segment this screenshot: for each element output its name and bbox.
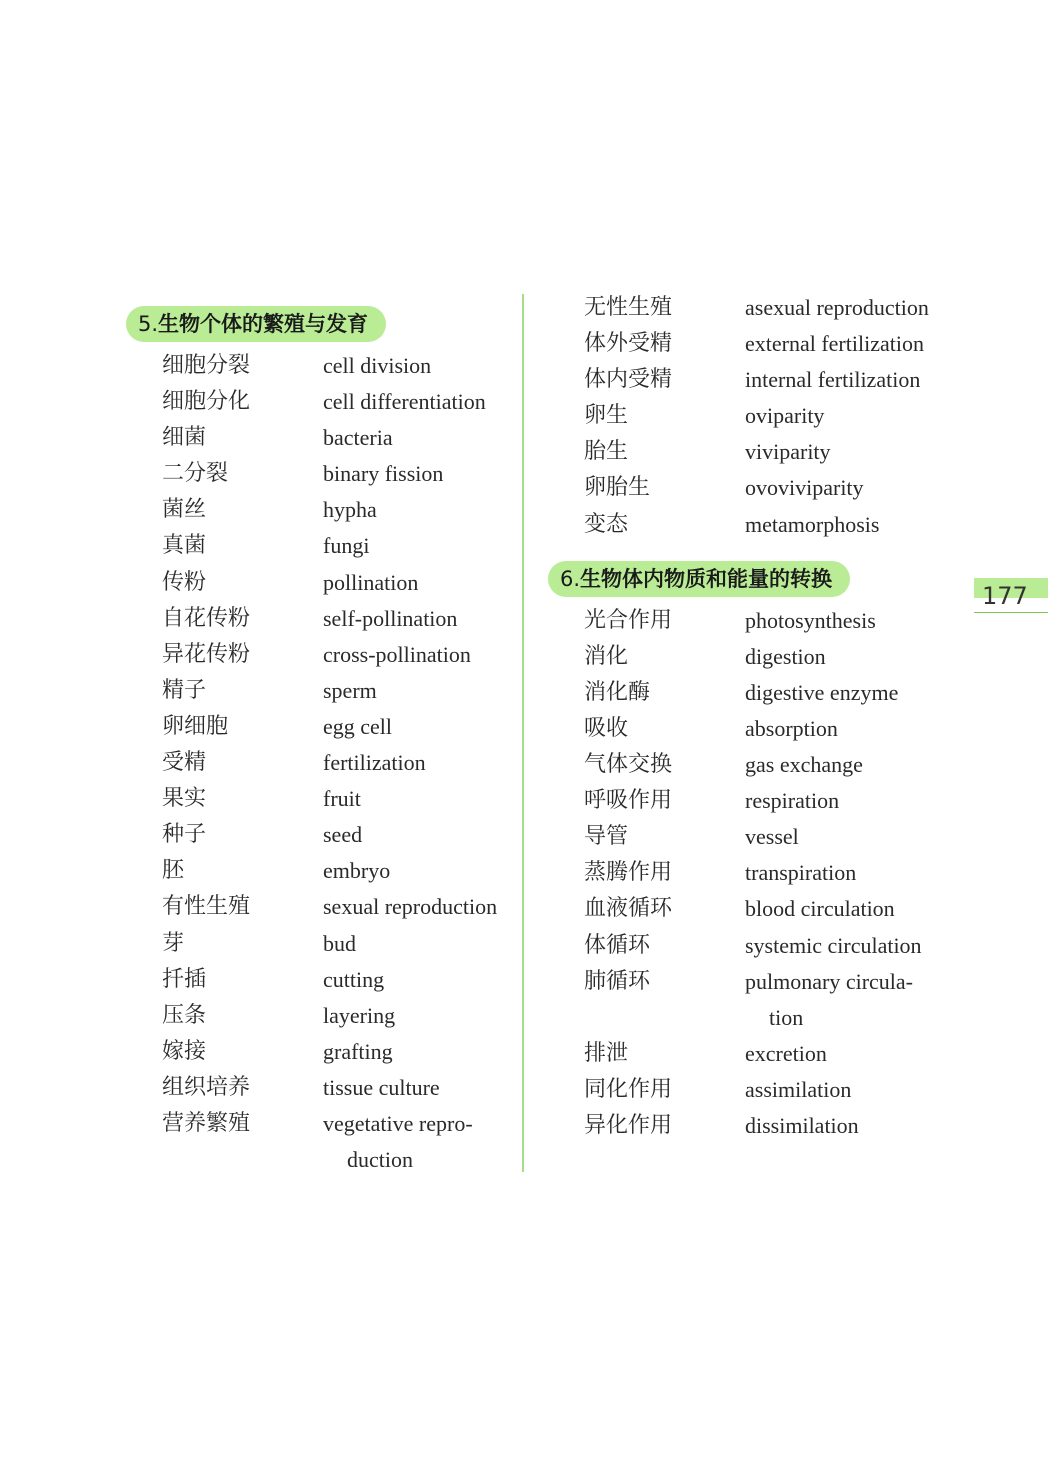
term-chinese: 无性生殖	[584, 295, 673, 320]
term-english	[745, 891, 895, 927]
term-english	[745, 326, 924, 362]
term-english-text: gas exchange	[745, 752, 863, 778]
term-english	[323, 456, 443, 492]
glossary-entry	[548, 290, 948, 326]
term-english-text: absorption	[745, 715, 838, 741]
glossary-entry	[548, 783, 948, 819]
glossary-entry	[126, 673, 518, 709]
term-english	[745, 362, 920, 398]
term-english	[745, 603, 876, 639]
glossary-entry	[126, 456, 518, 492]
term-english-text: grafting	[323, 1038, 393, 1064]
left-column	[126, 306, 518, 1178]
term-english-text: binary fission	[323, 461, 444, 487]
glossary-entry	[548, 1072, 948, 1108]
term-english	[745, 398, 824, 434]
term-chinese: 传粉	[162, 569, 207, 595]
section-6-entry-list	[548, 603, 948, 1144]
glossary-entry	[126, 1070, 518, 1106]
term-english-text: cutting	[323, 966, 385, 992]
term-chinese: 细胞分裂	[162, 353, 251, 378]
term-english-continuation: duction	[347, 1146, 413, 1172]
term-chinese: 异花传粉	[162, 641, 251, 667]
term-chinese: 精子	[162, 677, 207, 703]
term-chinese: 导管	[584, 824, 629, 850]
term-chinese: 体循环	[584, 932, 651, 958]
right-column	[548, 290, 948, 1144]
term-english	[745, 470, 864, 506]
term-chinese: 自花传粉	[162, 605, 251, 631]
glossary-entry	[126, 998, 518, 1034]
term-chinese: 异化作用	[584, 1112, 673, 1138]
glossary-entry	[548, 819, 948, 855]
term-english-text: vessel	[745, 824, 799, 850]
glossary-entry	[548, 928, 948, 964]
term-chinese: 芽	[162, 930, 185, 956]
term-chinese: 胎生	[584, 439, 629, 465]
term-english	[323, 492, 377, 528]
term-english	[323, 420, 393, 456]
glossary-entry	[548, 639, 948, 675]
term-chinese: 同化作用	[584, 1076, 673, 1102]
glossary-entry	[126, 1106, 518, 1178]
glossary-entry	[126, 926, 518, 962]
term-english-text: digestion	[745, 643, 826, 669]
term-english-text: hypha	[323, 497, 377, 523]
term-chinese: 组织培养	[162, 1074, 251, 1100]
term-english-text: cell division	[323, 353, 432, 378]
glossary-entry	[548, 470, 948, 506]
term-english-text: fertilization	[323, 750, 426, 776]
glossary-entry	[126, 348, 518, 384]
glossary-entry	[126, 565, 518, 601]
term-english	[323, 528, 369, 564]
term-english	[323, 998, 395, 1034]
glossary-entry	[126, 492, 518, 528]
term-english	[323, 1034, 393, 1070]
term-english-text: tissue culture	[323, 1074, 440, 1100]
term-english-text: bacteria	[323, 425, 393, 451]
term-english	[745, 747, 863, 783]
glossary-entry	[126, 853, 518, 889]
term-chinese: 吸收	[584, 715, 629, 741]
glossary-entry	[126, 962, 518, 998]
term-english-text: dissimilation	[745, 1112, 859, 1138]
term-chinese: 种子	[162, 822, 207, 848]
glossary-entry	[126, 709, 518, 745]
section-5-heading	[126, 306, 386, 342]
term-chinese: 胚	[162, 858, 185, 884]
term-english	[323, 745, 426, 781]
term-english	[745, 1108, 859, 1144]
glossary-entry	[126, 528, 518, 564]
term-english-text: ovoviviparity	[745, 475, 864, 501]
glossary-entry	[126, 745, 518, 781]
term-chinese: 蒸腾作用	[584, 860, 673, 886]
term-english	[323, 637, 471, 673]
term-chinese: 消化	[584, 643, 629, 669]
term-chinese: 细菌	[162, 425, 207, 451]
term-chinese: 呼吸作用	[584, 788, 673, 814]
term-english	[745, 819, 799, 855]
term-chinese: 卵生	[584, 403, 629, 429]
section-6-number: 6.	[560, 566, 581, 591]
term-english-text: seed	[323, 822, 363, 848]
column-divider	[522, 294, 524, 1172]
term-chinese: 肺循环	[584, 968, 651, 994]
term-chinese: 血液循环	[584, 896, 673, 922]
term-english	[745, 783, 839, 819]
glossary-entry	[548, 603, 948, 639]
glossary-entry	[548, 434, 948, 470]
term-english	[745, 928, 922, 964]
glossary-entry	[126, 781, 518, 817]
term-english-text: photosynthesis	[745, 607, 876, 633]
term-english-text: embryo	[323, 858, 391, 884]
glossary-entry	[548, 891, 948, 927]
term-english	[323, 926, 356, 962]
term-english-text: assimilation	[745, 1076, 852, 1102]
term-english	[745, 1072, 851, 1108]
term-english	[745, 290, 929, 326]
term-english-text: sperm	[323, 677, 377, 703]
glossary-entry	[548, 747, 948, 783]
glossary-entry	[126, 601, 518, 637]
section-6-heading	[548, 561, 850, 597]
term-chinese: 体内受精	[584, 367, 673, 393]
term-english-text: oviparity	[745, 403, 825, 429]
term-english	[323, 1106, 473, 1178]
term-english	[323, 384, 486, 420]
glossary-entry	[548, 362, 948, 398]
term-chinese: 真菌	[162, 533, 207, 559]
term-english-text: blood circulation	[745, 896, 895, 922]
term-english-text: metamorphosis	[745, 511, 880, 537]
term-english-text: pollination	[323, 569, 419, 595]
term-english-text: fungi	[323, 533, 370, 559]
term-english-text: bud	[323, 930, 356, 956]
section-5-title: 生物个体的繁殖与发育	[158, 312, 369, 336]
term-chinese: 菌丝	[162, 497, 207, 523]
term-english	[745, 855, 856, 891]
term-chinese: 排泄	[584, 1040, 629, 1066]
term-chinese: 细胞分化	[162, 389, 251, 415]
term-chinese: 扦插	[162, 966, 207, 992]
term-english-text: internal fertilization	[745, 367, 921, 393]
section-5-number: 5.	[138, 312, 159, 336]
term-chinese: 嫁接	[162, 1038, 207, 1064]
term-chinese: 营养繁殖	[162, 1110, 251, 1136]
term-english-text: sexual reproduction	[323, 894, 498, 920]
term-english-text: excretion	[745, 1040, 827, 1066]
term-english	[323, 853, 390, 889]
term-english-text: vegetative repro-	[323, 1110, 473, 1136]
term-english	[323, 565, 418, 601]
term-chinese: 压条	[162, 1002, 207, 1028]
term-chinese: 卵胎生	[584, 475, 651, 501]
glossary-entry	[126, 1034, 518, 1070]
glossary-entry	[548, 711, 948, 747]
page-number: 177	[982, 582, 1028, 610]
glossary-entry	[548, 326, 948, 362]
term-english	[323, 817, 362, 853]
term-chinese: 气体交换	[584, 752, 673, 778]
term-english-text: cell differentiation	[323, 389, 486, 415]
term-english	[745, 434, 831, 470]
section-6-title: 生物体内物质和能量的转换	[580, 566, 833, 591]
term-english	[745, 639, 826, 675]
term-english-text: respiration	[745, 788, 840, 814]
term-english	[323, 601, 457, 637]
section-5-continued-list	[548, 290, 948, 543]
term-english-text: fruit	[323, 786, 361, 812]
term-english	[323, 1070, 440, 1106]
term-english	[323, 889, 497, 925]
term-chinese: 受精	[162, 750, 207, 776]
term-english	[745, 507, 879, 543]
term-english-text: digestive enzyme	[745, 679, 899, 705]
term-chinese: 变态	[584, 511, 629, 537]
term-chinese: 有性生殖	[162, 894, 251, 920]
term-english-text: asexual reproduction	[745, 295, 929, 320]
glossary-entry	[548, 507, 948, 543]
glossary-entry	[548, 675, 948, 711]
term-english	[745, 1036, 827, 1072]
term-english-text: external fertilization	[745, 331, 924, 357]
term-english-text: transpiration	[745, 860, 857, 886]
term-english	[323, 348, 431, 384]
term-chinese: 体外受精	[584, 331, 673, 357]
term-chinese: 卵细胞	[162, 713, 229, 739]
glossary-entry	[126, 384, 518, 420]
term-english	[745, 675, 898, 711]
glossary-entry	[126, 889, 518, 925]
term-english	[745, 711, 838, 747]
term-chinese: 消化酶	[584, 679, 651, 705]
section-6	[548, 561, 948, 1144]
glossary-entry	[126, 420, 518, 456]
glossary-entry	[548, 1108, 948, 1144]
term-english	[745, 964, 913, 1036]
glossary-entry	[126, 637, 518, 673]
term-english	[323, 781, 361, 817]
term-chinese: 果实	[162, 786, 207, 812]
glossary-entry	[548, 855, 948, 891]
term-english	[323, 709, 392, 745]
term-chinese: 光合作用	[584, 607, 673, 633]
glossary-entry	[548, 964, 948, 1036]
glossary-entry	[548, 398, 948, 434]
term-english-text: systemic circulation	[745, 932, 922, 958]
term-chinese: 二分裂	[162, 461, 229, 487]
term-english-text: pulmonary circula-	[745, 968, 913, 994]
term-english-continuation: tion	[769, 1004, 804, 1030]
term-english-text: cross-pollination	[323, 641, 471, 667]
term-english	[323, 673, 377, 709]
glossary-entry	[548, 1036, 948, 1072]
term-english	[323, 962, 384, 998]
glossary-entry	[126, 817, 518, 853]
page-tab-rule	[974, 612, 1048, 613]
page-number-tab	[974, 578, 1048, 614]
term-english-text: self-pollination	[323, 605, 458, 631]
term-english-text: viviparity	[745, 439, 831, 465]
term-english-text: egg cell	[323, 713, 393, 739]
term-english-text: layering	[323, 1002, 396, 1028]
section-5-entry-list	[126, 348, 518, 1178]
